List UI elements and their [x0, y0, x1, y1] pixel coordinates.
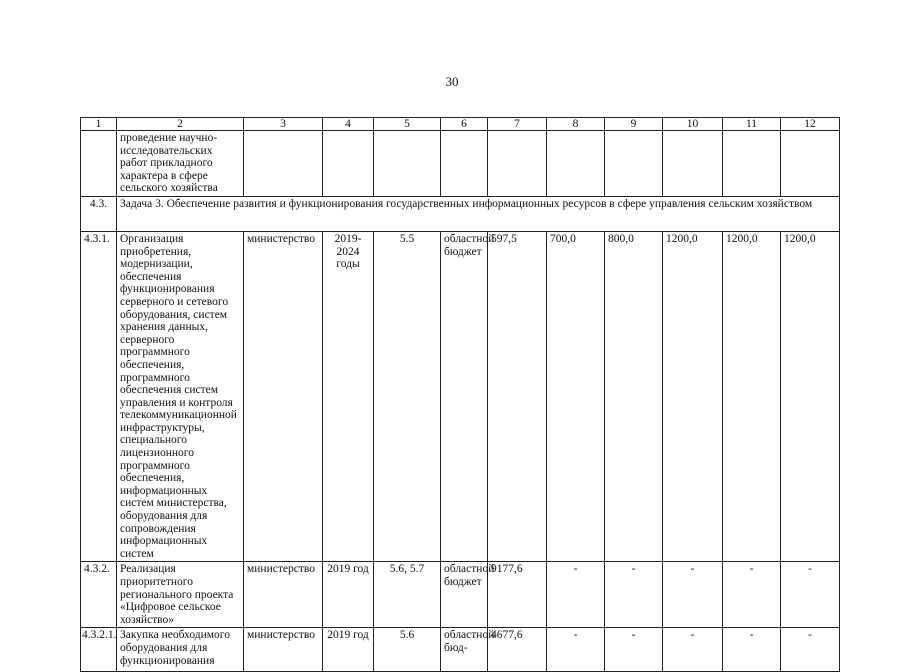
- value-cell: -: [547, 628, 605, 672]
- row-number: 4.3.: [81, 196, 117, 231]
- executor-cell: министерство: [244, 628, 323, 672]
- activity-title: Реализация приоритетного регионального проекта «Цифровое сельское хозяйство»: [117, 562, 244, 628]
- activity-title: Организация приобретения, модернизации, обеспечения функционирования серверного и сетевого оборудования, систем хранения данных, серверного программного обеспечения, программного обеспечения систем управления и контроля телекоммуникационной инфраструктуры, специального лицензионного программного обеспечения, информационных систем министерства, оборудования для сопровождения информационных систем: [117, 231, 244, 561]
- indicator-cell: 5.6, 5.7: [374, 562, 441, 628]
- funding-source-cell: областной бюджет: [441, 562, 488, 628]
- value-cell: -: [663, 628, 723, 672]
- value-cell: -: [605, 562, 663, 628]
- column-number: 9: [605, 118, 663, 131]
- value-cell: -: [723, 562, 781, 628]
- task-title: Задача 3. Обеспечение развития и функционирования государственных информационных ресурсов в сфере управления сельским хозяйством: [117, 196, 840, 231]
- column-number: 6: [441, 118, 488, 131]
- task-row: [81, 196, 840, 231]
- value-cell: -: [547, 562, 605, 628]
- table-row: [81, 628, 840, 672]
- column-number: 8: [547, 118, 605, 131]
- value-cell: -: [605, 628, 663, 672]
- funding-source-cell: областной бюд-: [441, 628, 488, 672]
- column-number: 1: [81, 118, 117, 131]
- funding-source-cell: областной бюджет: [441, 231, 488, 561]
- value-cell: 1200,0: [781, 231, 840, 561]
- value-cell: 700,0: [547, 231, 605, 561]
- table-row: [81, 562, 840, 628]
- value-cell: -: [781, 562, 840, 628]
- program-table: [80, 117, 840, 672]
- period-cell: 2019 год: [323, 562, 374, 628]
- column-number-row: [81, 118, 840, 131]
- value-cell: 597,5: [488, 231, 547, 561]
- column-number: 7: [488, 118, 547, 131]
- value-cell: 4677,6: [488, 628, 547, 672]
- indicator-cell: 5.6: [374, 628, 441, 672]
- indicator-cell: 5.5: [374, 231, 441, 561]
- column-number: 4: [323, 118, 374, 131]
- activity-title: проведение научно-исследовательских работ прикладного характера в сфере сельского хозяйства: [117, 131, 244, 197]
- activity-title: Закупка необходимого оборудования для функционирования: [117, 628, 244, 672]
- row-number: 4.3.2.: [81, 562, 117, 628]
- value-cell: 1200,0: [663, 231, 723, 561]
- column-number: 3: [244, 118, 323, 131]
- value-cell: -: [723, 628, 781, 672]
- value-cell: 800,0: [605, 231, 663, 561]
- column-number: 2: [117, 118, 244, 131]
- column-number: 12: [781, 118, 840, 131]
- row-number: 4.3.2.1.: [81, 628, 117, 672]
- executor-cell: министерство: [244, 562, 323, 628]
- column-number: 10: [663, 118, 723, 131]
- period-cell: 2019-2024 годы: [323, 231, 374, 561]
- page-number: 30: [445, 74, 459, 89]
- value-cell: 1200,0: [723, 231, 781, 561]
- value-cell: -: [663, 562, 723, 628]
- row-number: 4.3.1.: [81, 231, 117, 561]
- continuation-row: [81, 131, 840, 197]
- period-cell: 2019 год: [323, 628, 374, 672]
- executor-cell: министерство: [244, 231, 323, 561]
- value-cell: 9177,6: [488, 562, 547, 628]
- value-cell: -: [781, 628, 840, 672]
- column-number: 11: [723, 118, 781, 131]
- table-row: [81, 231, 840, 561]
- column-number: 5: [374, 118, 441, 131]
